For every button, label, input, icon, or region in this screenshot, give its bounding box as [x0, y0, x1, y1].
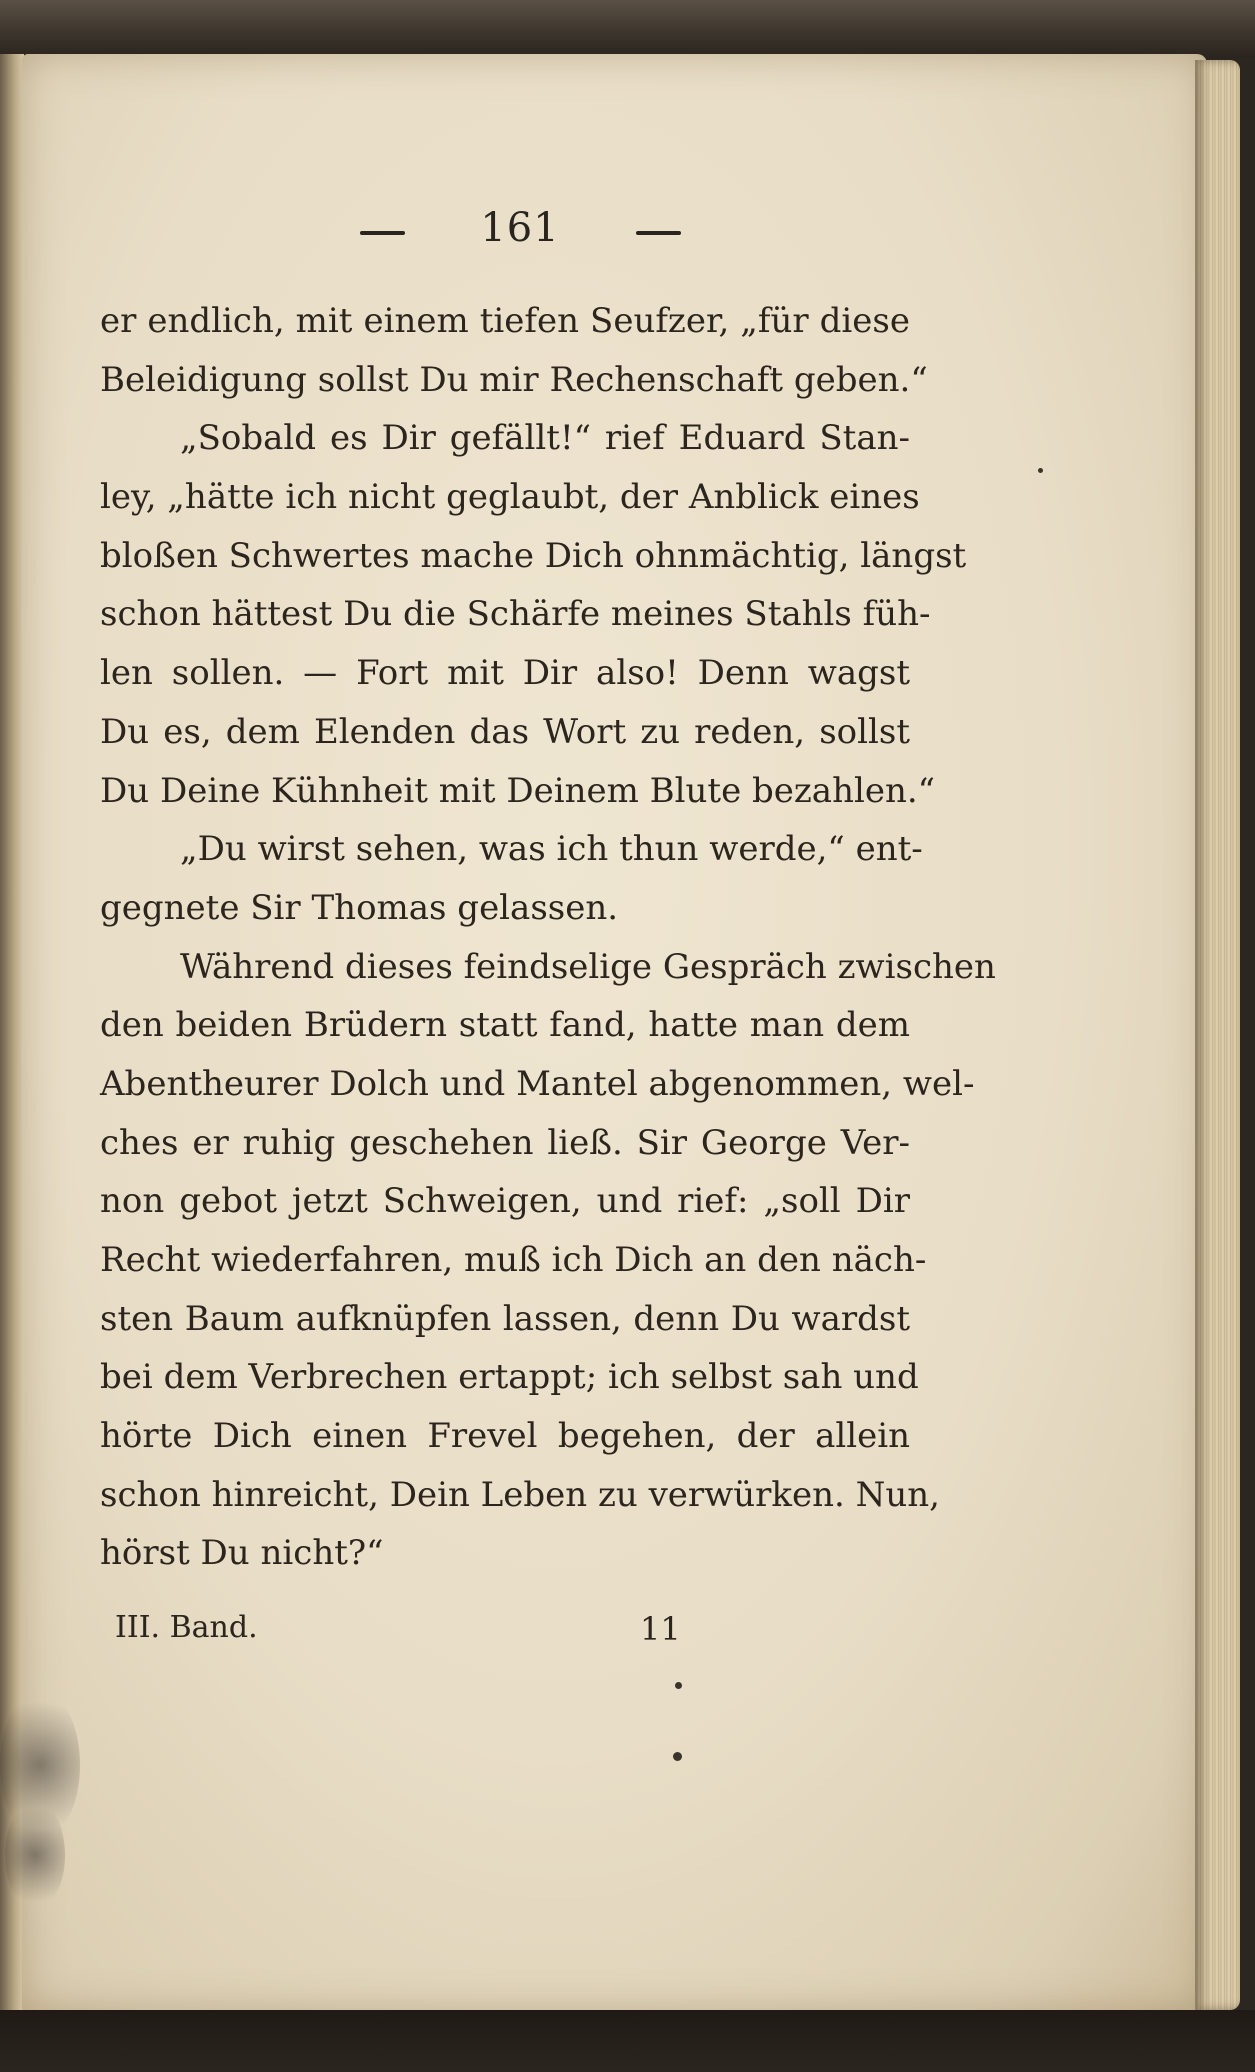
book-cover-bottom: [0, 2010, 1255, 2072]
signature-mark: III. Band.: [115, 1610, 258, 1645]
text-line: Abentheurer Dolch und Mantel abgenommen, wel-: [100, 1063, 975, 1104]
text-line: schon hättest Du die Schärfe meines Stahls füh-: [100, 594, 931, 635]
speck: [673, 1752, 682, 1761]
body-text: [100, 292, 996, 1583]
text-line: Du Deine Kühnheit mit Deinem Blute bezahlen.“: [100, 770, 936, 811]
text-line: bloßen Schwertes mache Dich ohnmächtig, längst: [100, 535, 967, 576]
text-line: den beiden Brüdern statt fand, hatte man dem: [100, 1005, 910, 1046]
text-line: non gebot jetzt Schweigen, und rief: „soll Dir: [100, 1181, 910, 1222]
header-dash-left: [360, 231, 405, 235]
speck: [1038, 468, 1043, 473]
book-cover-top: [0, 0, 1255, 58]
text-line: „Du wirst sehen, was ich thun werde,“ ent-: [180, 829, 923, 870]
page-number: 161: [480, 205, 560, 251]
text-line: bei dem Verbrechen ertappt; ich selbst sah und: [100, 1357, 919, 1398]
text-line: er endlich, mit einem tiefen Seufzer, „für diese: [100, 301, 910, 341]
text-line: schon hinreicht, Dein Leben zu verwürken. Nun,: [100, 1474, 940, 1515]
ink-stain: [5, 1800, 65, 1910]
speck: [675, 1682, 682, 1689]
text-line: Während dieses feindselige Gespräch zwischen: [180, 946, 996, 987]
signature-number: 11: [640, 1610, 681, 1648]
text-line: Du es, dem Elenden das Wort zu reden, sollst: [100, 711, 910, 752]
header-dash-right: [636, 231, 681, 235]
text-line: „Sobald es Dir gefällt!“ rief Eduard Stan-: [180, 418, 910, 459]
text-line: sten Baum aufknüpfen lassen, denn Du wardst: [100, 1298, 910, 1339]
text-line: hörst Du nicht?“: [100, 1533, 384, 1574]
text-line: gegnete Sir Thomas gelassen.: [100, 887, 619, 928]
page-edges: [1195, 60, 1240, 2010]
text-line: ches er ruhig geschehen ließ. Sir George Ver-: [100, 1122, 910, 1163]
text-line: Recht wiederfahren, muß ich Dich an den näch-: [100, 1240, 927, 1280]
text-line: ley, „hätte ich nicht geglaubt, der Anblick eines: [100, 477, 920, 518]
text-line: Beleidigung sollst Du mir Rechenschaft geben.“: [100, 359, 928, 400]
text-line: len sollen. — Fort mit Dir also! Denn wagst: [100, 653, 910, 694]
text-line: hörte Dich einen Frevel begehen, der allein: [100, 1416, 910, 1457]
